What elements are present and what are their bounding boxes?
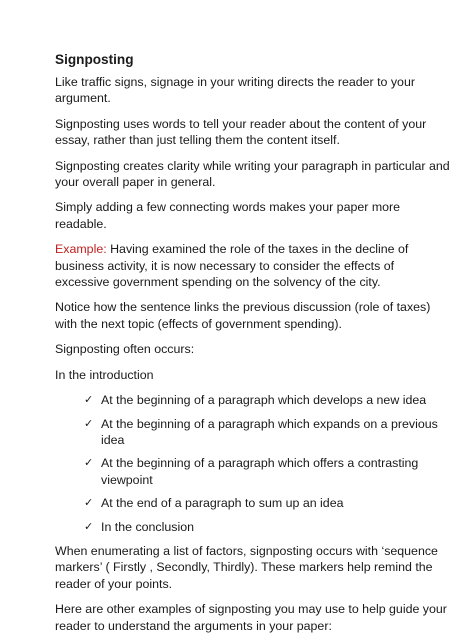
paragraph-notice: Notice how the sentence links the previous discussion (role of taxes) with the next topic (effects of government spending). (55, 300, 431, 331)
paragraph-intro: Like traffic signs, signage in your writing directs the reader to your argument. (55, 75, 415, 106)
signposting-list (84, 392, 450, 535)
paragraph-occurs: Signposting often occurs: (55, 342, 195, 357)
checkmark-icon: ✓ (84, 456, 94, 470)
list-item-text: In the conclusion (101, 519, 194, 534)
checkmark-icon: ✓ (84, 496, 94, 510)
list-item (84, 455, 450, 488)
list-item (84, 392, 450, 408)
paragraph-clarity: Signposting creates clarity while writing your paragraph in particular and your overall paper in general. (55, 158, 450, 190)
list-item-text: At the beginning of a paragraph which develops a new idea (101, 393, 427, 408)
list-item (84, 495, 450, 511)
document-page (55, 52, 450, 643)
list-item (84, 519, 450, 535)
paragraph-readable: Simply adding a few connecting words makes your paper more readable. (55, 200, 401, 231)
example-text: Having examined the role of the taxes in the decline of business activity, it is now necessary to consider the effects of excessive government spending on the solvency of the city. (55, 242, 409, 290)
example-label: Example: (55, 242, 107, 257)
page-title: Signposting (55, 52, 134, 67)
checkmark-icon: ✓ (84, 416, 94, 430)
paragraph-in-introduction: In the introduction (55, 367, 154, 382)
list-item (84, 416, 450, 449)
paragraph-purpose: Signposting uses words to tell your reader about the content of your essay, rather than just telling them the content itself. (55, 116, 427, 148)
paragraph-example (55, 241, 450, 290)
paragraph-sequence-markers: When enumerating a list of factors, signposting occurs with ‘sequence markers’ ( Firstly , Secondly, Thirdly). These markers help remind the reader of your points. (55, 543, 438, 591)
list-item-text: At the end of a paragraph to sum up an idea (101, 496, 344, 511)
checkmark-icon: ✓ (84, 519, 94, 533)
paragraph-other-examples: Here are other examples of signposting you may use to help guide your reader to understand the arguments in your paper: (55, 602, 447, 633)
checkmark-icon: ✓ (84, 393, 94, 407)
list-item-text: At the beginning of a paragraph which expands on a previous idea (101, 416, 438, 447)
list-item-text: At the beginning of a paragraph which offers a contrasting viewpoint (101, 456, 419, 487)
